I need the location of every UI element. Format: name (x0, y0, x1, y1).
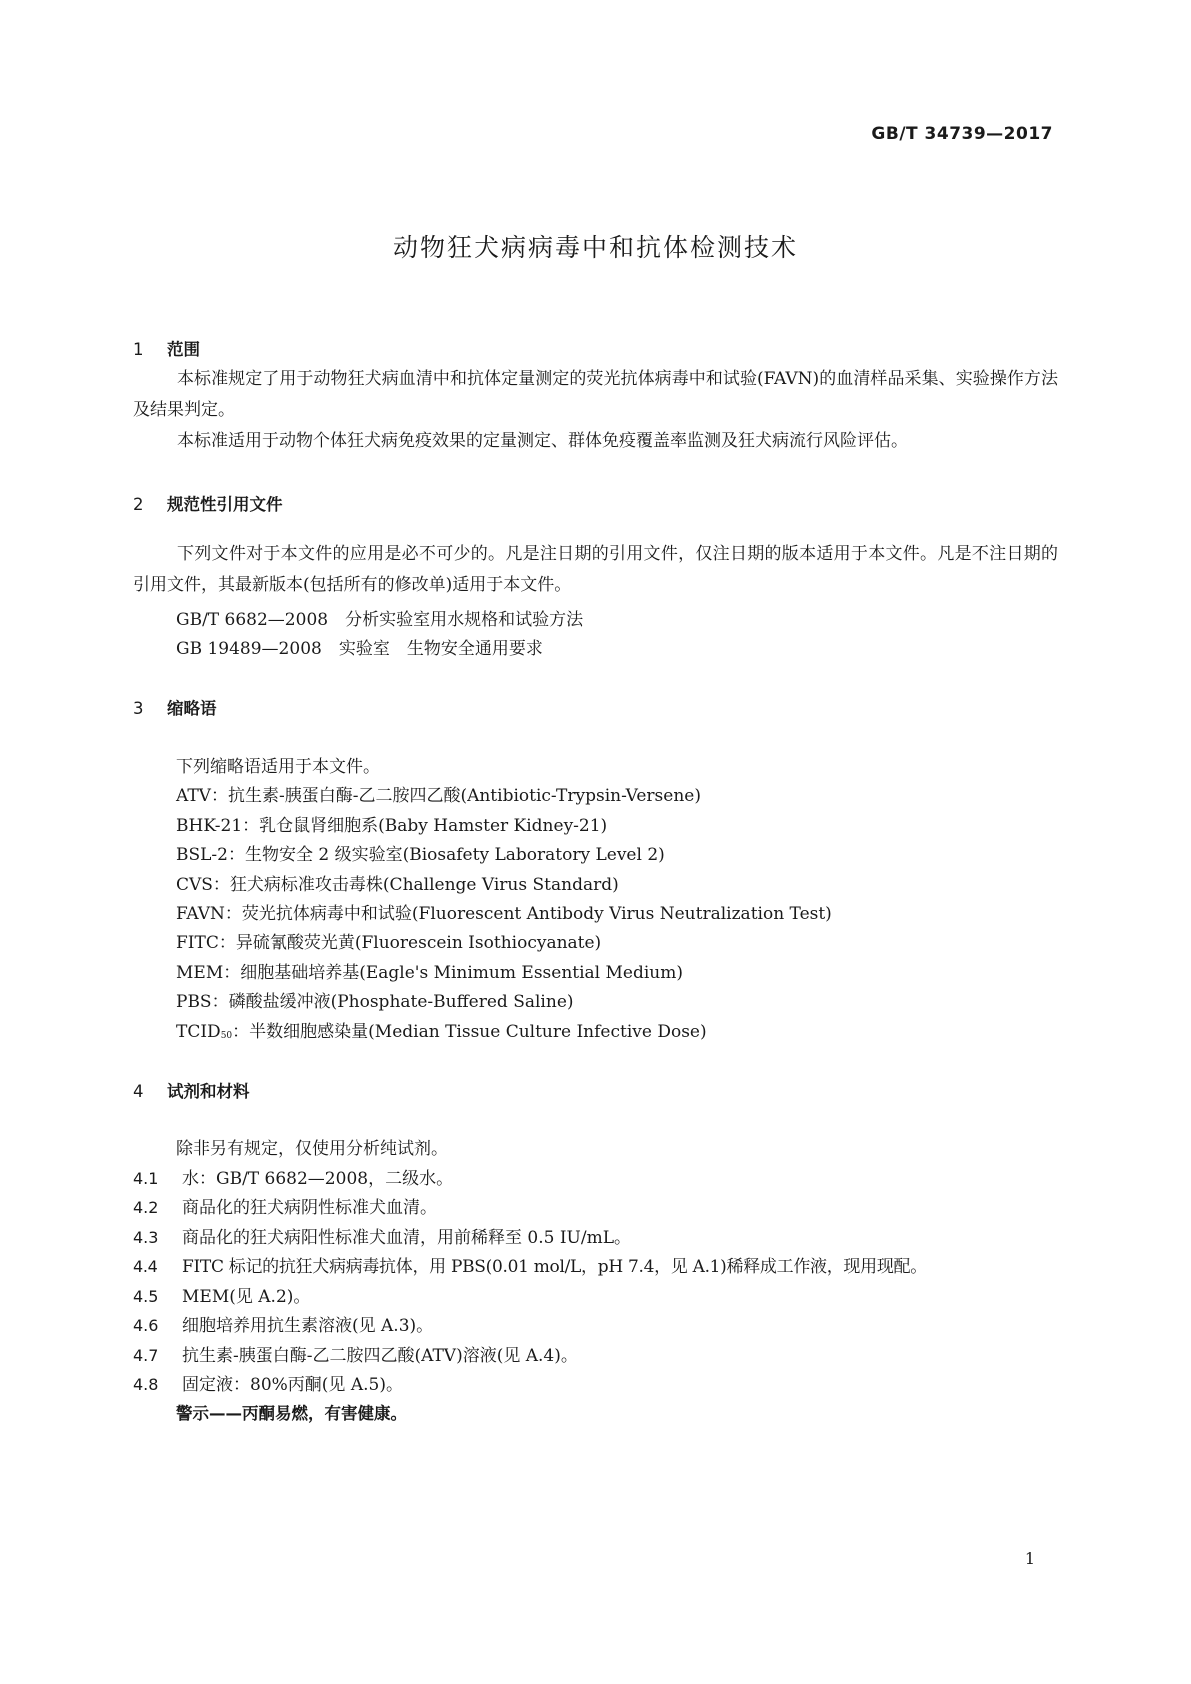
item-number: 4.4 (133, 1257, 158, 1276)
section-title: 规范性引用文件 (167, 495, 283, 514)
item-text: FITC 标记的抗狂犬病病毒抗体，用 PBS(0.01 mol/L，pH 7.4，见 A.1)稀释成工作液，现用现配。 (182, 1257, 927, 1277)
standard-code: GB/T 34739—2017 (871, 124, 1053, 144)
section-4-heading (133, 1078, 250, 1102)
material-item (133, 1252, 927, 1277)
item-number: 4.3 (133, 1228, 159, 1247)
section-number: 1 (133, 340, 144, 359)
material-item (133, 1193, 437, 1218)
section-1-paragraph-2: 本标准适用于动物个体狂犬病免疫效果的定量测定、群体免疫覆盖率监测及狂犬病流行风险评估。 (177, 431, 908, 451)
tcid-subscript: 50 (220, 1031, 233, 1041)
section-2-heading (133, 491, 283, 515)
abbreviation-item: FAVN：荧光抗体病毒中和试验(Fluorescent Antibody Virus Neutralization Test) (176, 904, 832, 924)
page-number: 1 (1024, 1549, 1035, 1568)
section-3-intro: 下列缩略语适用于本文件。 (176, 757, 380, 777)
section-title: 试剂和材料 (167, 1082, 250, 1101)
abbreviation-item: PBS：磷酸盐缓冲液(Phosphate-Buffered Saline) (176, 992, 574, 1012)
item-number: 4.1 (133, 1169, 159, 1188)
item-text: MEM(见 A.2)。 (182, 1287, 311, 1307)
abbreviation-item: BHK-21：乳仓鼠肾细胞系(Baby Hamster Kidney-21) (176, 816, 608, 836)
section-title: 缩略语 (167, 699, 217, 718)
section-2-paragraph-1: 下列文件对于本文件的应用是必不可少的。凡是注日期的引用文件，仅注日期的版本适用于本文件。凡是不注日期的引用文件，其最新版本(包括所有的修改单)适用于本文件。 (133, 544, 1058, 595)
item-text: 水：GB/T 6682—2008，二级水。 (182, 1169, 454, 1189)
section-1-heading (133, 336, 200, 360)
section-1-paragraph-1: 本标准规定了用于动物狂犬病血清中和抗体定量测定的荧光抗体病毒中和试验(FAVN)的血清样品采集、实验操作方法及结果判定。 (133, 369, 1058, 420)
item-number: 4.2 (133, 1198, 159, 1217)
material-item (133, 1164, 453, 1189)
material-item (133, 1311, 433, 1336)
section-number: 3 (133, 699, 144, 718)
material-item (133, 1370, 403, 1395)
abbreviation-item: FITC：异硫氰酸荧光黄(Fluorescein Isothiocyanate) (176, 933, 602, 953)
reference-item: GB 19489—2008 实验室 生物安全通用要求 (176, 639, 543, 659)
section-4-intro: 除非另有规定，仅使用分析纯试剂。 (176, 1139, 448, 1159)
material-item (133, 1341, 578, 1366)
material-item (133, 1223, 631, 1248)
item-text: 固定液：80%丙酮(见 A.5)。 (182, 1375, 403, 1395)
item-text: 商品化的狂犬病阳性标准犬血清，用前稀释至 0.5 IU/mL。 (182, 1228, 632, 1248)
reference-item: GB/T 6682—2008 分析实验室用水规格和试验方法 (176, 610, 584, 630)
section-title: 范围 (167, 340, 200, 359)
item-number: 4.6 (133, 1316, 159, 1335)
section-number: 4 (133, 1082, 144, 1101)
item-number: 4.5 (133, 1287, 159, 1306)
item-text: 细胞培养用抗生素溶液(见 A.3)。 (182, 1316, 434, 1336)
item-number: 4.8 (133, 1375, 159, 1394)
abbreviation-item: BSL-2：生物安全 2 级实验室(Biosafety Laboratory Level 2) (176, 845, 665, 865)
section-number: 2 (133, 495, 144, 514)
abbreviation-item: CVS：狂犬病标准攻击毒株(Challenge Virus Standard) (176, 875, 619, 895)
item-text: 商品化的狂犬病阴性标准犬血清。 (182, 1198, 437, 1218)
tcid-prefix: TCID (176, 1022, 221, 1042)
tcid-definition: ：半数细胞感染量(Median Tissue Culture Infective Dose) (232, 1022, 707, 1042)
abbreviation-item: ATV：抗生素-胰蛋白酶-乙二胺四乙酸(Antibiotic-Trypsin-Versene) (176, 786, 701, 806)
item-text: 抗生素-胰蛋白酶-乙二胺四乙酸(ATV)溶液(见 A.4)。 (182, 1346, 578, 1366)
section-3-heading (133, 695, 217, 719)
document-title: 动物狂犬病病毒中和抗体检测技术 (392, 233, 798, 262)
abbreviation-item-tcid50 (176, 1017, 707, 1042)
item-number: 4.7 (133, 1346, 159, 1365)
abbreviation-item: MEM：细胞基础培养基(Eagle's Minimum Essential Medium) (176, 963, 684, 983)
material-item (133, 1282, 310, 1307)
warning-note: 警示——丙酮易燃，有害健康。 (176, 1404, 407, 1423)
